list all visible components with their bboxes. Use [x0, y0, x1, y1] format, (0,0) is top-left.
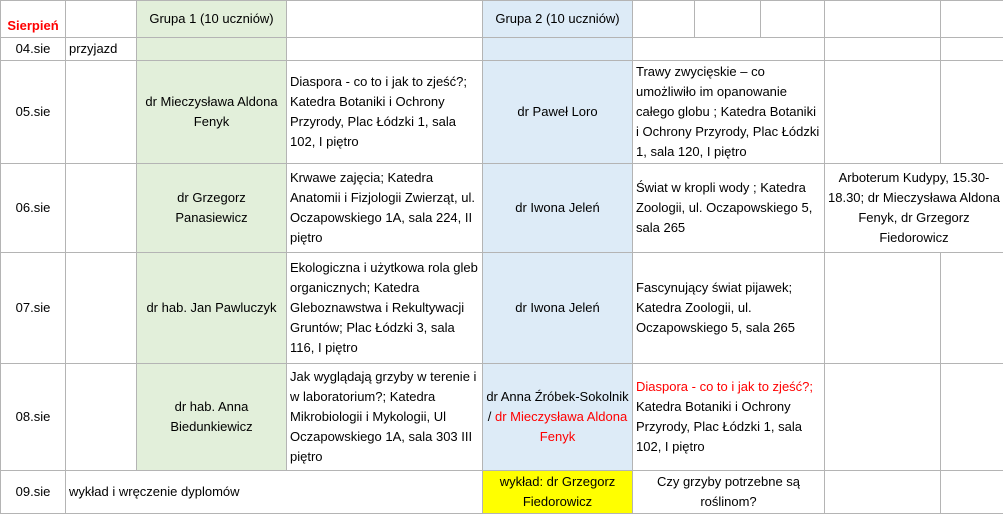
group1-header: Grupa 1 (10 uczniów): [137, 1, 287, 38]
table-row: [1, 38, 1003, 61]
date-cell: 09.sie: [1, 471, 66, 514]
table-row: [1, 364, 1003, 471]
date-cell: 08.sie: [1, 364, 66, 471]
extra-cell: [825, 471, 941, 514]
group1-topic-cell: Diaspora - co to i jak to zjeść?; Katedra Botaniki i Ochrony Przyrody, Plac Łódzki 1, sala 102, I piętro: [287, 61, 483, 164]
group2-topic-cell: Trawy zwycięskie – co umożliwiło im opanowanie całego globu ; Katedra Botaniki i Ochrony Przyrody, Plac Łódzki 1, sala 120, I piętro: [633, 61, 825, 164]
note-cell: [66, 61, 137, 164]
empty-cell: [941, 61, 1003, 164]
table-row: [1, 471, 1003, 514]
empty-cell: [761, 1, 825, 38]
empty-cell: [941, 253, 1003, 364]
group2-teacher-primary: dr Anna Źróbek-Sokolnik /: [486, 389, 628, 424]
group2-teacher-secondary: dr Mieczysława Aldona Fenyk: [495, 409, 627, 444]
date-cell: 06.sie: [1, 164, 66, 253]
table-row: [1, 164, 1003, 253]
group1-teacher-cell: dr Grzegorz Panasiewicz: [137, 164, 287, 253]
group2-teacher-cell: wykład: dr Grzegorz Fiedorowicz: [483, 471, 633, 514]
extra-cell: [825, 38, 941, 61]
group1-teacher-cell: dr Mieczysława Aldona Fenyk: [137, 61, 287, 164]
empty-cell: [941, 38, 1003, 61]
extra-cell: [825, 364, 941, 471]
group2-topic-cell: [633, 364, 825, 471]
group2-teacher-cell: dr Iwona Jeleń: [483, 164, 633, 253]
group1-teacher-cell: dr hab. Jan Pawluczyk: [137, 253, 287, 364]
group2-topic-location: Katedra Botaniki i Ochrony Przyrody, Plac Łódzki 1, sala 102, I piętro: [636, 399, 802, 454]
group2-teacher-cell: [483, 38, 633, 61]
group2-teacher-cell: dr Paweł Loro: [483, 61, 633, 164]
group2-topic-title: Diaspora - co to i jak to zjeść?;: [636, 379, 813, 394]
group2-teacher-cell: [483, 364, 633, 471]
empty-cell: [633, 1, 695, 38]
month-header: Sierpień: [1, 1, 66, 38]
empty-cell: [941, 1, 1003, 38]
table-row: [1, 61, 1003, 164]
extra-cell: Arboterum Kudypy, 15.30-18.30; dr Mieczysława Aldona Fenyk, dr Grzegorz Fiedorowicz: [825, 164, 1003, 253]
group1-teacher-cell: dr hab. Anna Biedunkiewicz: [137, 364, 287, 471]
note-cell: [66, 164, 137, 253]
group2-topic-cell: Czy grzyby potrzebne są roślinom?: [633, 471, 825, 514]
group1-topic-cell: [287, 38, 483, 61]
empty-cell: [941, 471, 1003, 514]
note-cell: [66, 364, 137, 471]
group2-header: Grupa 2 (10 uczniów): [483, 1, 633, 38]
empty-cell: [66, 1, 137, 38]
header-row: [1, 1, 1003, 38]
group2-topic-cell: [633, 38, 825, 61]
group1-topic-cell: Jak wyglądają grzyby w terenie i w laboratorium?; Katedra Mikrobiologii i Mykologii, Ul Oczapowskiego 1A, sala 303 III piętro: [287, 364, 483, 471]
group2-topic-cell: Świat w kropli wody ; Katedra Zoologii, ul. Oczapowskiego 5, sala 265: [633, 164, 825, 253]
note-cell: przyjazd: [66, 38, 137, 61]
empty-cell: [287, 1, 483, 38]
date-cell: 07.sie: [1, 253, 66, 364]
date-cell: 04.sie: [1, 38, 66, 61]
group2-topic-cell: Fascynujący świat pijawek; Katedra Zoologii, ul. Oczapowskiego 5, sala 265: [633, 253, 825, 364]
group2-teacher-cell: dr Iwona Jeleń: [483, 253, 633, 364]
note-cell: wykład i wręczenie dyplomów: [66, 471, 483, 514]
group1-topic-cell: Krwawe zajęcia; Katedra Anatomii i Fizjologii Zwierząt, ul. Oczapowskiego 1A, sala 224, II piętro: [287, 164, 483, 253]
empty-cell: [941, 364, 1003, 471]
empty-cell: [695, 1, 761, 38]
empty-cell: [825, 1, 941, 38]
group1-topic-cell: Ekologiczna i użytkowa rola gleb organicznych; Katedra Gleboznawstwa i Rekultywacji Gruntów; Plac Łódzki 3, sala 116, I piętro: [287, 253, 483, 364]
extra-cell: [825, 61, 941, 164]
extra-cell: [825, 253, 941, 364]
group1-teacher-cell: [137, 38, 287, 61]
date-cell: 05.sie: [1, 61, 66, 164]
table-row: [1, 253, 1003, 364]
note-cell: [66, 253, 137, 364]
